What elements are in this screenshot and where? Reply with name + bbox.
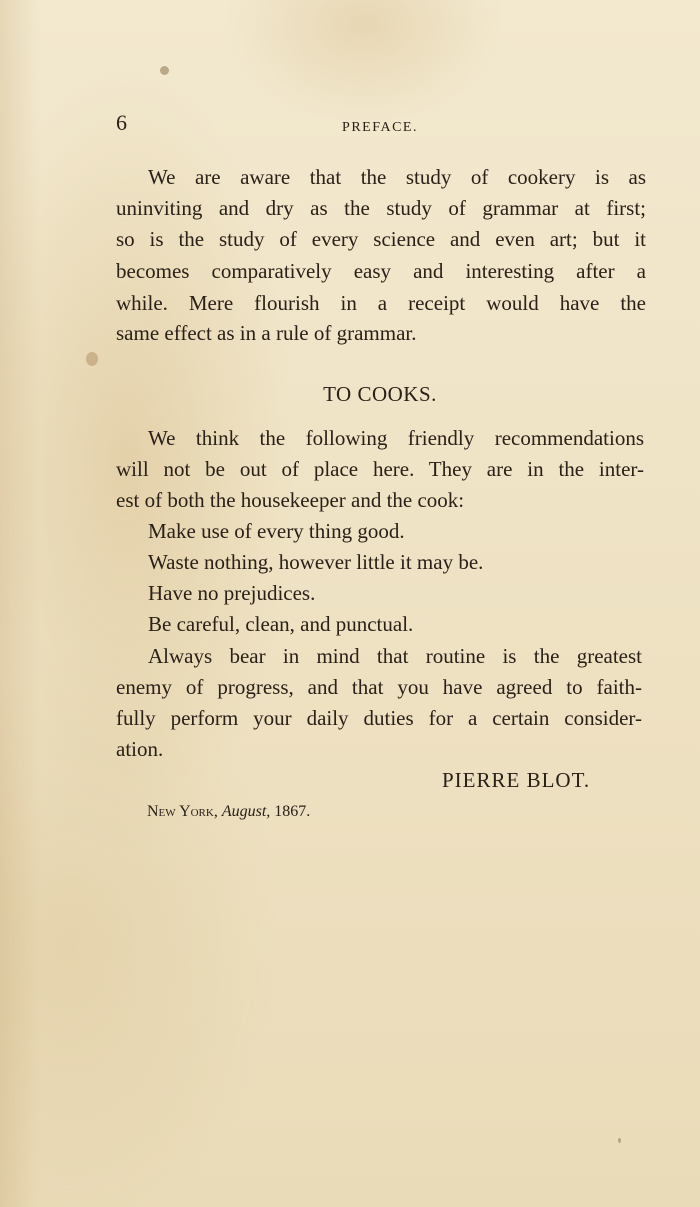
text-line: est of both the housekeeper and the cook: xyxy=(116,488,465,512)
dateline-place: New York, xyxy=(147,803,218,820)
list-item: Be careful, clean, and punctual. xyxy=(148,612,414,636)
text-line: uninviting and dry as the study of grammar at first; xyxy=(116,196,646,220)
list-item: Have no prejudices. xyxy=(148,581,316,605)
text-line: ation. xyxy=(116,737,164,761)
text-line: We are aware that the study of cookery is as xyxy=(148,165,646,189)
dateline xyxy=(147,803,310,821)
text-line: so is the study of every science and even art; but it xyxy=(116,227,646,251)
paper-spot xyxy=(86,352,98,366)
list-item: Make use of every thing good. xyxy=(148,519,405,543)
text-line: same effect as in a rule of grammar. xyxy=(116,321,417,345)
text-line: while. Mere flourish in a receipt would have the xyxy=(116,291,646,315)
dateline-year: 1867. xyxy=(274,803,311,820)
text-line: Always bear in mind that routine is the greatest xyxy=(148,644,642,668)
list-item: Waste nothing, however little it may be. xyxy=(148,550,484,574)
signature: PIERRE BLOT. xyxy=(442,768,591,792)
text-line: fully perform your daily duties for a certain consider- xyxy=(116,706,642,730)
dateline-month: August, xyxy=(221,803,271,820)
paper-spot xyxy=(160,66,169,75)
paper-spot xyxy=(618,1138,621,1143)
running-head: PREFACE. xyxy=(342,120,418,135)
text-line: We think the following friendly recommendations xyxy=(148,426,644,450)
text-line: will not be out of place here. They are in the inter- xyxy=(116,457,644,481)
text-line: enemy of progress, and that you have agreed to faith- xyxy=(116,675,642,699)
page-number: 6 xyxy=(116,110,127,135)
section-heading: TO COOKS. xyxy=(323,382,437,406)
text-line: becomes comparatively easy and interesting after a xyxy=(116,259,646,283)
